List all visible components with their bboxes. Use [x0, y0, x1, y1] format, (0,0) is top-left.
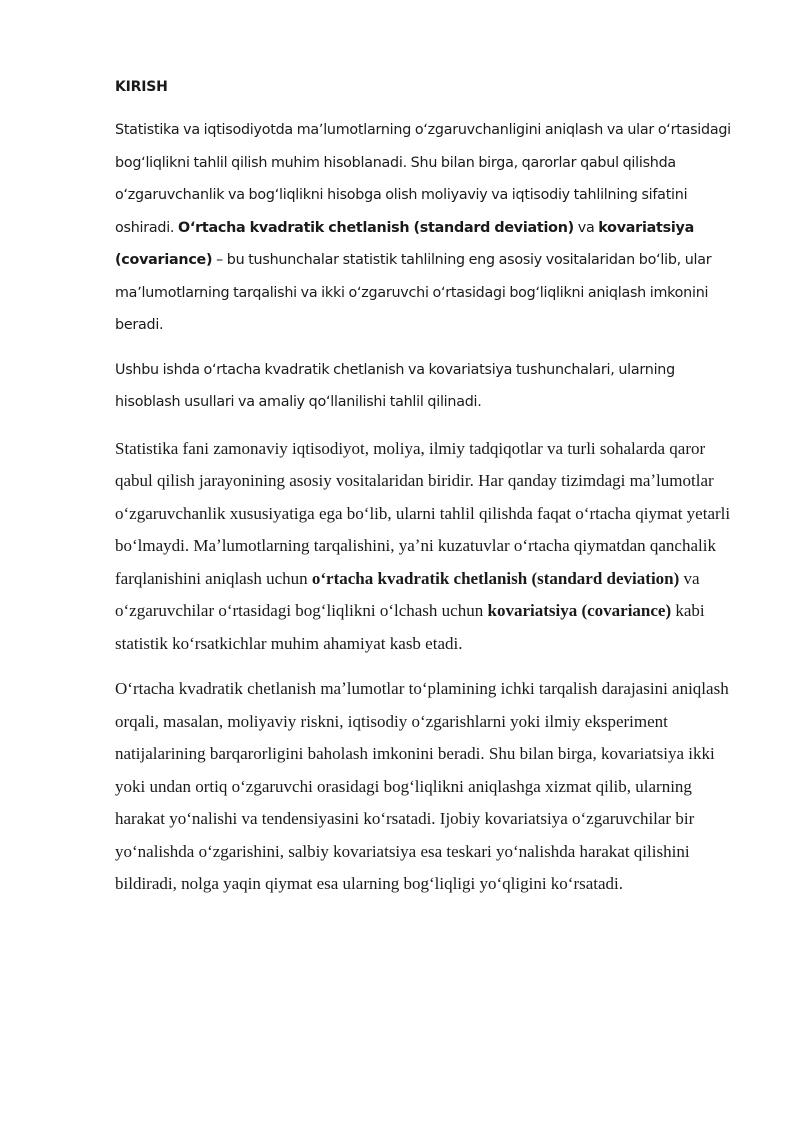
intro-text-3: – bu tushunchalar statistik tahlilning eng asosiy vositalaridan boʻlib, ular maʼlumotlarning tarqalishi va ikki oʻzgaruvchi oʻrtasidagi bogʻliqlikni aniqlash imkonini beradi. [115, 252, 712, 333]
term-standard-deviation: Oʻrtacha kvadratik chetlanish (standard deviation) [178, 219, 574, 236]
covariance-paragraph: Oʻrtacha kvadratik chetlanish maʼlumotlar toʻplamining ichki tarqalish darajasini aniqlash orqali, masalan, moliyaviy riskni, iqtisodiy oʻzgarishlarni yoki ilmiy eksperiment natijalarining barqarorligini baholash imkonini beradi. Shu bilan birga, kovariatsiya ikki yoki undan ortiq oʻzgaruvchi orasidagi bogʻliqlikni aniqlashga xizmat qilib, ularning harakat yoʻnalishi va tendensiyasini koʻrsatadi. Ijobiy kovariatsiya oʻzgaruvchilar bir yoʻnalishda oʻzgarishini, salbiy kovariatsiya esa teskari yoʻnalishda harakat qilishini bildiradi, nolga yaqin qiymat esa ularning bogʻliqligi yoʻqligini koʻrsatadi. [115, 679, 729, 893]
statistics-paragraph [115, 433, 740, 661]
document-body [115, 76, 740, 914]
intro-text-1: Statistika va iqtisodiyotda maʼlumotlarning oʻzgaruvchanligini aniqlash va ular oʻrtasidagi bogʻliqlikni tahlil qilish muhim hisoblanadi. Shu bilan birga, qarorlar qabul qilishda oʻzgaruvchanlik va bogʻliqlikni hisobga olish moliyaviy va iqtisodiy tahlilning sifatini oshiradi. [115, 122, 731, 236]
term-covariance: kovariatsiya (covariance) [115, 219, 694, 268]
term-standard-deviation-2: oʻrtacha kvadratik chetlanish (standard deviation) [311, 568, 680, 588]
statistics-text-1: Statistika fani zamonaviy iqtisodiyot, moliya, ilmiy tadqiqotlar va turli sohalarda qaror qabul qilish jarayonining asosiy vositalaridan biridir. Har qanday tizimdagi maʼlumotlar oʻzgaruvchanlik xususiyatiga ega boʻlib, ularni tahlil qilishda faqat oʻrtacha qiymat yetarli boʻlmaydi. Maʼlumotlarning tarqalishini, yaʼni kuzatuvlar oʻrtacha qiymatdan qanchalik farqlanishini aniqlash uchun [115, 438, 731, 588]
term-covariance-2: kovariatsiya (covariance) [487, 601, 672, 620]
statistics-text-2: va oʻzgaruvchilar oʻrtasidagi bogʻliqlikni oʻlchash uchun [115, 568, 700, 620]
section-heading: KIRISH [115, 79, 168, 95]
intro-paragraph [115, 114, 740, 342]
statistics-text-3: kabi statistik koʻrsatkichlar muhim ahamiyat kasb etadi. [115, 601, 705, 653]
intro-text-2: va [573, 219, 599, 236]
purpose-paragraph: Ushbu ishda oʻrtacha kvadratik chetlanish va kovariatsiya tushunchalari, ularning hisoblash usullari va amaliy qoʻllanilishi tahlil qilinadi. [115, 361, 675, 410]
